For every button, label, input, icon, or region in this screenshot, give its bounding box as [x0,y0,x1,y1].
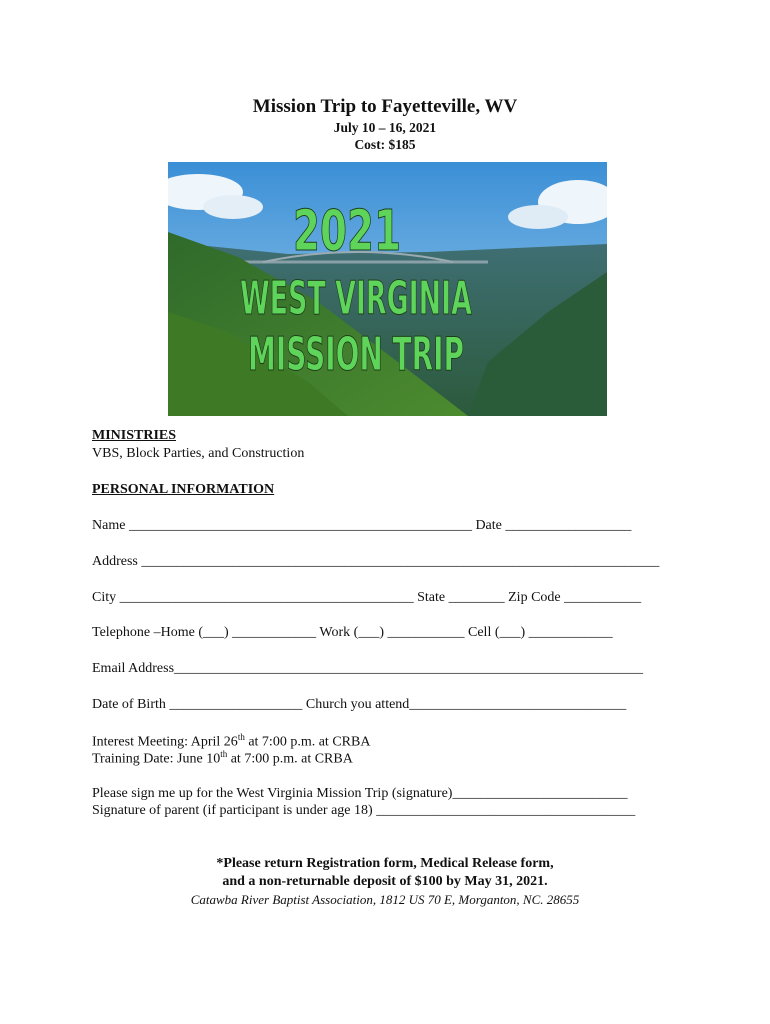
banner-line2: MISSION TRIP [248,327,464,381]
name-row [92,518,682,534]
name-label: Name [92,518,126,533]
personal-info-heading: PERSONAL INFORMATION [92,482,275,497]
footer-line2: and a non-returnable deposit of $100 by May 31, 2021. [222,874,548,889]
email-row [92,661,682,677]
zip-label: Zip Code [508,590,561,605]
ministries-heading: MINISTRIES [92,428,177,443]
date-field[interactable]: __________________ [505,518,632,533]
telephone-row [92,625,682,641]
church-label: Church you attend [305,697,410,712]
dob-label: Date of Birth [92,697,166,712]
parent-signature-field[interactable]: _____________________________________ [376,803,636,818]
dob-row [92,697,682,713]
signup-row [92,786,682,802]
city-row [92,590,682,606]
training-date-text: Training Date: June 10 [92,751,221,767]
date-label: Date [475,518,502,533]
phone-cell-field[interactable]: Cell (___) ____________ [468,625,613,640]
trip-cost: Cost: $185 [354,137,416,152]
training-sup: th [220,749,228,759]
phone-work-field[interactable]: Work (___) ___________ [319,625,465,640]
city-field[interactable]: __________________________________________ [119,590,414,605]
interest-sup: th [237,732,245,742]
training-suffix: at 7:00 p.m. at CRBA [227,751,353,767]
banner-year: 2021 [293,199,401,264]
page-title: Mission Trip to Fayetteville, WV [252,96,518,117]
zip-field[interactable]: ___________ [564,590,642,605]
banner-image [168,162,607,416]
address-field[interactable]: __________________________________________________________________________ [141,554,660,569]
parent-signature-label: Signature of parent (if participant is under age 18) [92,803,373,818]
trip-dates: July 10 – 16, 2021 [333,120,437,135]
city-label: City [92,590,117,605]
organization-address: Catawba River Baptist Association, 1812 US 70 E, Morganton, NC. 28655 [190,892,580,907]
email-label: Email Address [92,661,175,676]
state-label: State [417,590,446,605]
church-field[interactable]: _______________________________ [409,697,627,712]
signature-label: Please sign me up for the West Virginia Mission Trip (signature) [92,786,453,801]
dob-field[interactable]: ___________________ [169,697,303,712]
signature-field[interactable]: _________________________ [452,786,628,801]
email-field[interactable]: ___________________________________________________________________ [174,661,644,676]
ministries-text: VBS, Block Parties, and Construction [92,446,305,461]
footer-line1: *Please return Registration form, Medical Release form, [216,856,554,871]
interest-suffix: at 7:00 p.m. at CRBA [244,734,371,750]
interest-meeting [92,732,682,751]
phone-home-field[interactable]: Telephone –Home (___) ____________ [92,625,317,640]
parent-signature-row [92,803,682,819]
name-field[interactable]: _________________________________________________ [128,518,472,533]
address-label: Address [92,554,138,569]
banner-line1: WEST VIRGINIA [240,271,473,325]
address-row [92,554,682,570]
training-date [92,749,682,768]
state-field[interactable]: ________ [448,590,505,605]
interest-meeting-text: Interest Meeting: April 26 [92,734,238,750]
